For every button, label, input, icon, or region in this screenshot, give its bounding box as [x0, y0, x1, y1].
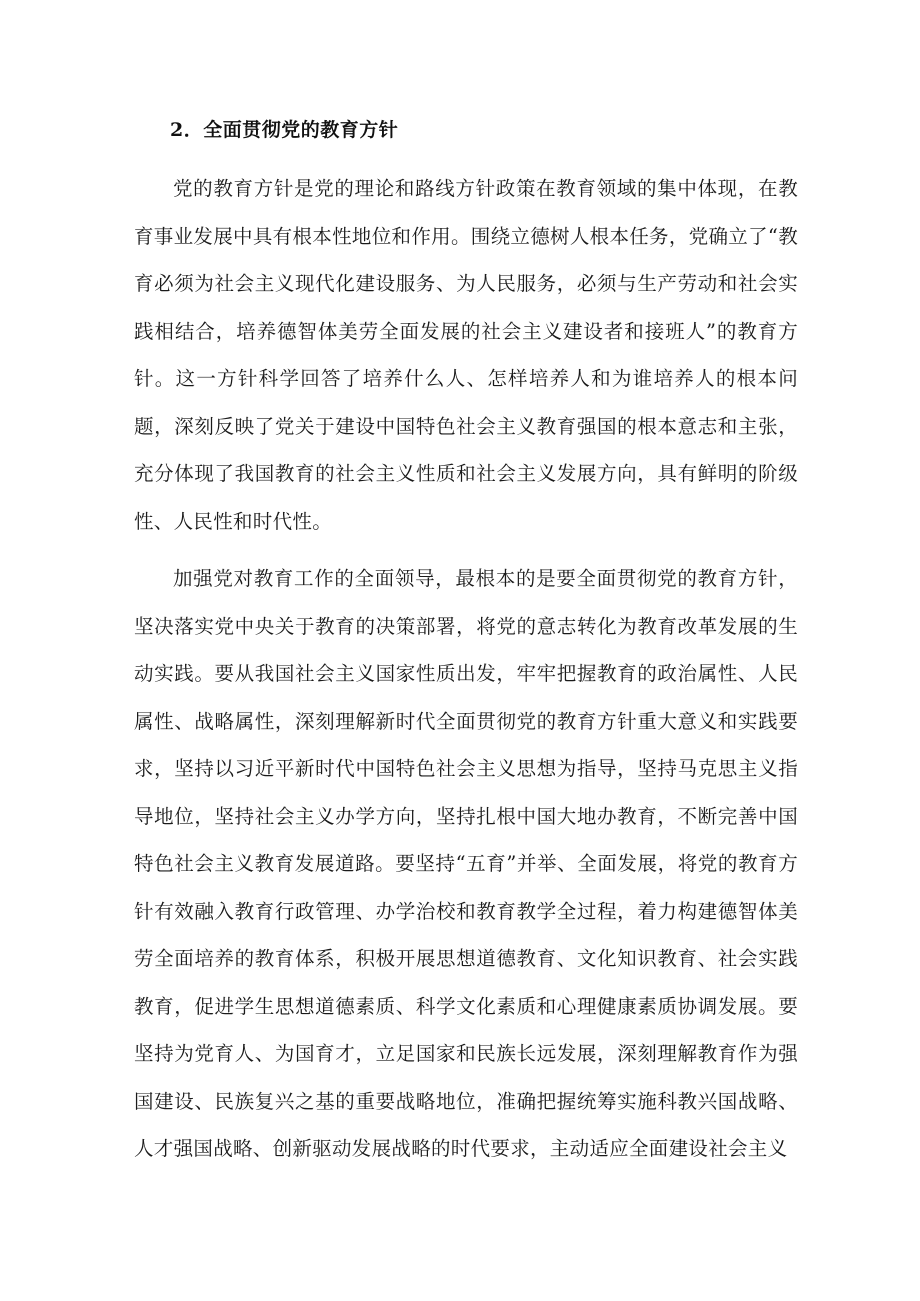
paragraph-education-policy: 党的教育方针是党的理论和路线方针政策在教育领域的集中体现，在教育事业发展中具有根本性地位和作用。围绕立德树人根本任务，党确立了“教育必须为社会主义现代化建设服务、为人民服务，必须与生产劳动和社会实践相结合，培养德智体美劳全面发展的社会主义建设者和接班人”的教育方针。这一方针科学回答了培养什么人、怎样培养人和为谁培养人的根本问题，深刻反映了党关于建设中国特色社会主义教育强国的根本意志和主张，充分体现了我国教育的社会主义性质和社会主义发展方向，具有鲜明的阶级性、人民性和时代性。	[134, 177, 798, 533]
paragraph-party-leadership: 加强党对教育工作的全面领导，最根本的是要全面贯彻党的教育方针，坚决落实党中央关于教育的决策部署，将党的意志转化为教育改革发展的生动实践。要从我国社会主义国家性质出发，牢牢把握教育的政治属性、人民属性、战略属性，深刻理解新时代全面贯彻党的教育方针重大意义和实践要求，坚持以习近平新时代中国特色社会主义思想为指导，坚持马克思主义指导地位，坚持社会主义办学方向，坚持扎根中国大地办教育，不断完善中国特色社会主义教育发展道路。要坚持“五育”并举、全面发展，将党的教育方针有效融入教育行政管理、办学治校和教育教学全过程，着力构建德智体美劳全面培养的教育体系，积极开展思想道德教育、文化知识教育、社会实践教育，促进学生思想道德素质、科学文化素质和心理健康素质协调发展。要坚持为党育人、为国育才，立足国家和民族长远发展，深刻理解教育作为强国建设、民族复兴之基的重要战略地位，准确把握统筹实施科教兴国战略、人才强国战略、创新驱动发展战略的时代要求，主动适应全面建设社会主义	[134, 567, 798, 1160]
section-heading: 2．全面贯彻党的教育方针	[170, 119, 399, 141]
document-body	[134, 113, 798, 1183]
